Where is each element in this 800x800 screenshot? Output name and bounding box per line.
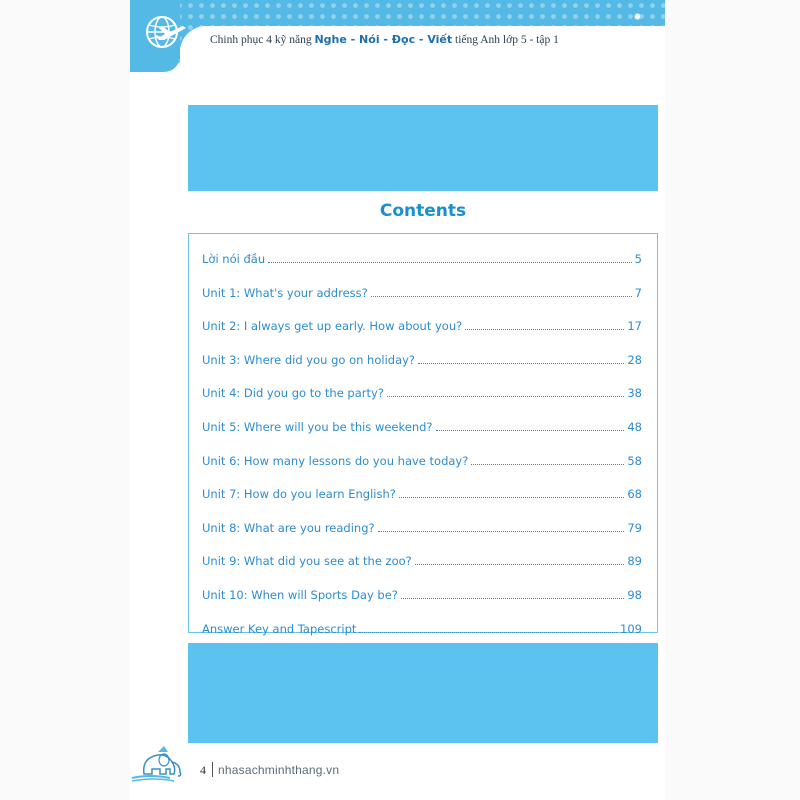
bottom-blue-panel bbox=[188, 643, 658, 743]
contents-item bbox=[202, 252, 642, 266]
right-margin bbox=[665, 0, 800, 800]
contents-item-label: Unit 8: What are you reading? bbox=[202, 520, 375, 535]
contents-item bbox=[202, 622, 642, 636]
globe-plane-icon bbox=[140, 10, 190, 54]
dot-leader bbox=[415, 564, 625, 565]
contents-item bbox=[202, 487, 642, 501]
contents-item-label: Unit 4: Did you go to the party? bbox=[202, 386, 384, 401]
contents-item-label: Unit 3: Where did you go on holiday? bbox=[202, 352, 416, 367]
header-prefix: Chinh phục 4 kỹ năng bbox=[210, 34, 315, 46]
contents-item bbox=[202, 521, 642, 535]
contents-item-page: 28 bbox=[627, 352, 642, 367]
top-blue-panel bbox=[188, 105, 658, 191]
contents-item bbox=[202, 386, 642, 400]
contents-item bbox=[202, 353, 642, 367]
header-highlight: Nghe - Nói - Đọc - Viết bbox=[314, 33, 453, 46]
elephant-mascot-icon bbox=[130, 738, 194, 784]
contents-item-label: Unit 10: When will Sports Day be? bbox=[202, 588, 398, 602]
dot-leader bbox=[399, 497, 625, 498]
contents-item-label: Unit 6: How many lessons do you have today? bbox=[202, 453, 469, 468]
left-margin bbox=[0, 0, 130, 800]
contents-item-page: 58 bbox=[627, 453, 642, 468]
dot-leader bbox=[268, 262, 632, 263]
contents-item-page: 48 bbox=[627, 420, 642, 434]
contents-item-label: Unit 9: What did you see at the zoo? bbox=[202, 554, 412, 569]
contents-item-page: 89 bbox=[627, 554, 642, 569]
dot-leader bbox=[387, 396, 624, 397]
decorative-dot bbox=[634, 13, 641, 20]
contents-box bbox=[188, 233, 658, 636]
dot-leader bbox=[371, 296, 632, 297]
contents-item bbox=[202, 420, 642, 434]
header-suffix: tiếng Anh lớp 5 - tập 1 bbox=[452, 34, 559, 46]
contents-item-label: Unit 1: What's your address? bbox=[202, 285, 368, 300]
contents-item-page: 7 bbox=[634, 285, 642, 300]
dot-leader bbox=[401, 598, 624, 599]
contents-item bbox=[202, 554, 642, 568]
dot-leader bbox=[418, 363, 624, 364]
contents-item bbox=[202, 286, 642, 300]
contents-item-page: 5 bbox=[634, 252, 642, 266]
contents-item-page: 17 bbox=[627, 319, 642, 334]
contents-item-label: Lời nói đầu bbox=[202, 252, 266, 266]
contents-title: Contents bbox=[379, 201, 467, 221]
contents-item bbox=[202, 588, 642, 602]
book-page bbox=[130, 0, 665, 800]
contents-item-label: Unit 5: Where will you be this weekend? bbox=[202, 420, 433, 434]
contents-item bbox=[202, 319, 642, 333]
contents-item-page: 109 bbox=[620, 621, 642, 636]
contents-item-page: 98 bbox=[627, 588, 642, 602]
dot-leader bbox=[465, 329, 624, 330]
footer-divider bbox=[212, 762, 213, 777]
contents-item-page: 38 bbox=[627, 386, 642, 401]
contents-item-label: Unit 2: I always get up early. How about you? bbox=[202, 319, 463, 334]
contents-item-page: 68 bbox=[627, 487, 642, 502]
page-number: 4 bbox=[200, 763, 206, 777]
contents-item bbox=[202, 454, 642, 468]
contents-item-page: 79 bbox=[627, 520, 642, 535]
contents-item-label: Answer Key and Tapescript bbox=[202, 621, 357, 636]
dot-leader bbox=[378, 531, 625, 532]
header-title bbox=[210, 33, 660, 46]
dot-leader bbox=[471, 464, 624, 465]
website-text: nhasachminhthang.vn bbox=[218, 763, 340, 777]
dot-leader bbox=[359, 632, 617, 633]
contents-item-label: Unit 7: How do you learn English? bbox=[202, 487, 396, 502]
dot-leader bbox=[436, 430, 625, 431]
